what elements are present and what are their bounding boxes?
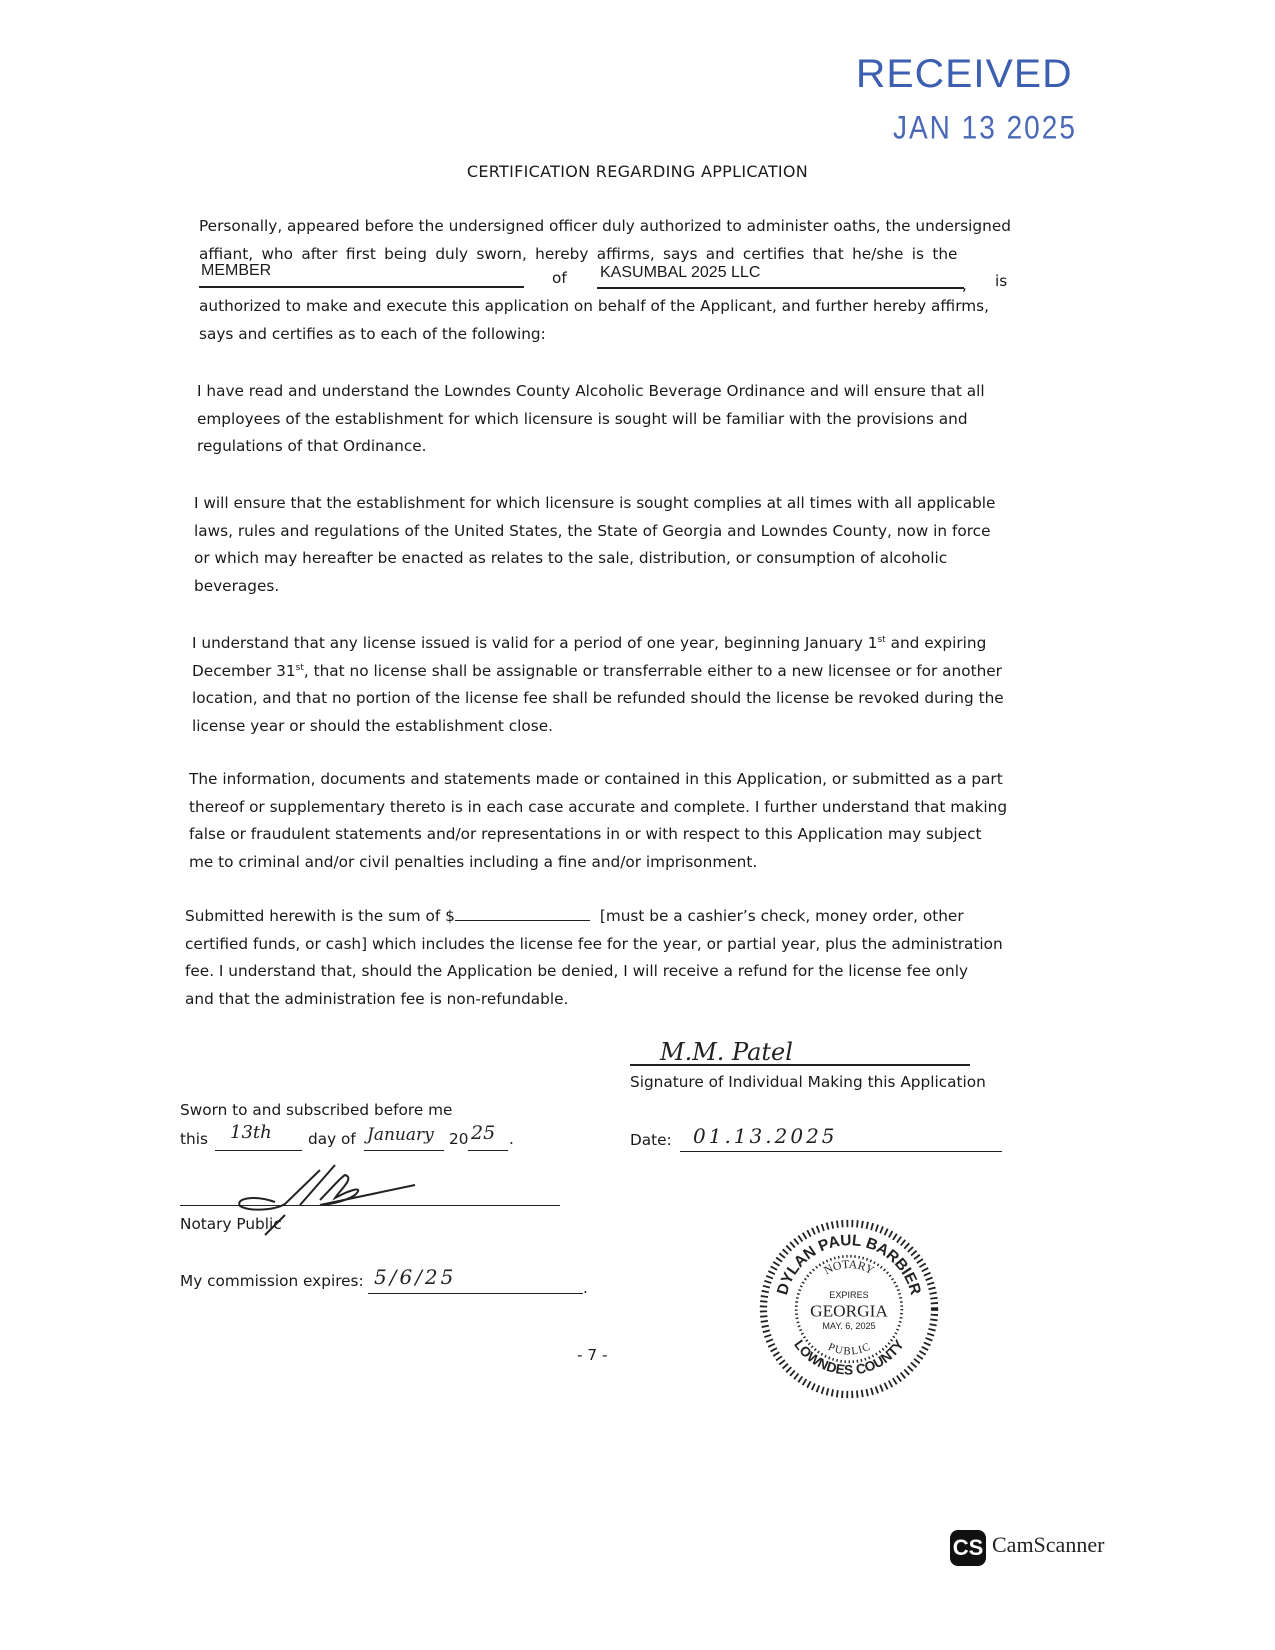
- notary-seal-icon: [758, 1218, 940, 1400]
- commission-value[interactable]: 5/6/25: [374, 1265, 457, 1289]
- of-label: of: [552, 269, 567, 287]
- ordinance-paragraph: [197, 378, 1032, 461]
- text: and expiring: [885, 634, 987, 652]
- text: December 31: [192, 661, 296, 680]
- date-line: [680, 1151, 1002, 1152]
- period: .: [583, 1279, 588, 1297]
- laws-paragraph: [194, 490, 1029, 600]
- document-title: CERTIFICATION REGARDING APPLICATION: [466, 162, 809, 181]
- paragraph-line: fee. I understand that, should the Application be denied, I will receive a refund for the license fee only: [185, 962, 968, 980]
- paragraph-line: regulations of that Ordinance.: [197, 437, 427, 455]
- information-paragraph: [189, 766, 1024, 876]
- svg-text:PUBLIC: PUBLIC: [826, 1340, 872, 1358]
- paragraph-line: license year or should the establishment close.: [192, 716, 554, 735]
- text: , that no license shall be assignable or transferrable either to a new licensee or for another: [303, 661, 1002, 680]
- day-line: [215, 1150, 302, 1151]
- svg-text:GEORGIA: GEORGIA: [810, 1301, 888, 1321]
- this-label: this: [180, 1130, 208, 1148]
- paragraph-line: thereof or supplementary thereto is in each case accurate and complete. I further understand that making: [189, 797, 1008, 816]
- paragraph-line: and that the administration fee is non-refundable.: [185, 989, 569, 1008]
- received-stamp-date: JAN 13 2025: [893, 109, 1077, 146]
- received-stamp: RECEIVED: [855, 52, 1073, 96]
- notary-public-label: Notary Public: [180, 1215, 282, 1233]
- year-value[interactable]: 25: [471, 1122, 496, 1144]
- text: [must be a cashier’s check, money order, other: [599, 907, 964, 925]
- intro-paragraph: [199, 213, 1034, 268]
- camscanner-logo-icon: CS: [950, 1530, 986, 1566]
- fee-paragraph: [185, 903, 1020, 1013]
- commission-label: My commission expires:: [180, 1272, 364, 1290]
- svg-text:DYLAN PAUL BARBIER: DYLAN PAUL BARBIER: [774, 1232, 924, 1297]
- paragraph-line: certified funds, or cash] which includes the license fee for the year, or partial year, plus the administration: [185, 934, 1003, 953]
- text: I understand that any license issued is valid for a period of one year, beginning January 1: [192, 634, 878, 652]
- day-value[interactable]: 13th: [230, 1122, 272, 1143]
- paragraph-line: [192, 630, 1027, 658]
- paragraph-line: or which may hereafter be enacted as relates to the sale, distribution, or consumption of alcoholic: [194, 549, 948, 567]
- paragraph-line: laws, rules and regulations of the United States, the State of Georgia and Lowndes County, now in force: [194, 521, 991, 540]
- date-label: Date:: [630, 1131, 672, 1149]
- license-period-paragraph: [192, 630, 1027, 740]
- text: Submitted herewith is the sum of $: [185, 907, 455, 925]
- intro-line: authorized to make and execute this application on behalf of the Applicant, and further hereby affirms,: [199, 297, 989, 315]
- title-field-value[interactable]: MEMBER: [201, 262, 272, 279]
- paragraph-line: me to criminal and/or civil penalties including a fine and/or imprisonment.: [189, 852, 758, 871]
- year-prefix: 20: [449, 1130, 469, 1148]
- commission-line: [368, 1293, 583, 1294]
- camscanner-label: CamScanner: [992, 1532, 1105, 1557]
- paragraph-line: The information, documents and statements made or contained in this Application, or submitted as a part: [189, 770, 1003, 788]
- sworn-label: Sworn to and subscribed before me: [180, 1101, 453, 1119]
- intro-line: says and certifies as to each of the following:: [199, 324, 546, 343]
- applicant-signature[interactable]: M.M. Patel: [660, 1038, 793, 1066]
- ordinal-suffix: st: [295, 662, 304, 673]
- is-label: is: [995, 272, 1008, 290]
- intro-paragraph-cont: [199, 293, 1034, 348]
- comma: ,: [962, 276, 967, 294]
- svg-text:NOTARY: NOTARY: [821, 1256, 877, 1278]
- amount-field[interactable]: [455, 906, 590, 921]
- period: .: [509, 1130, 514, 1148]
- paragraph-line: false or fraudulent statements and/or representations in or with respect to this Application may subject: [189, 825, 982, 843]
- month-value[interactable]: January: [367, 1125, 434, 1145]
- company-field-value[interactable]: KASUMBAL 2025 LLC: [600, 264, 761, 281]
- signature-line: [630, 1064, 970, 1066]
- paragraph-line: [185, 903, 1020, 931]
- ordinal-suffix: st: [877, 634, 886, 645]
- intro-line: Personally, appeared before the undersigned officer duly authorized to administer oaths, the undersigned: [199, 217, 1011, 235]
- page-number: - 7 -: [577, 1346, 608, 1364]
- notary-signature-line: [180, 1205, 560, 1206]
- intro-line: affiant, who after first being duly sworn, hereby affirms, says and certifies that he/she is the: [199, 244, 958, 263]
- svg-text:MAY. 6, 2025: MAY. 6, 2025: [822, 1321, 876, 1332]
- signature-label: Signature of Individual Making this Application: [630, 1073, 986, 1091]
- company-field-line: [597, 287, 964, 289]
- paragraph-line: beverages.: [194, 576, 280, 595]
- month-line: [364, 1150, 444, 1151]
- day-of-label: day of: [308, 1130, 356, 1148]
- year-line: [468, 1150, 508, 1151]
- svg-text:EXPIRES: EXPIRES: [829, 1290, 869, 1301]
- paragraph-line: location, and that no portion of the license fee shall be refunded should the license be revoked during the: [192, 689, 1004, 707]
- date-value[interactable]: 01.13.2025: [693, 1124, 838, 1148]
- svg-text:LOWNDES COUNTY: LOWNDES COUNTY: [791, 1337, 907, 1378]
- paragraph-line: employees of the establishment for which licensure is sought will be familiar with the provisions and: [197, 409, 968, 428]
- paragraph-line: [192, 658, 1027, 686]
- title-field-line: [199, 286, 524, 288]
- paragraph-line: I have read and understand the Lowndes County Alcoholic Beverage Ordinance and will ensure that all: [197, 382, 985, 400]
- paragraph-line: I will ensure that the establishment for which licensure is sought complies at all times with all applicable: [194, 494, 996, 512]
